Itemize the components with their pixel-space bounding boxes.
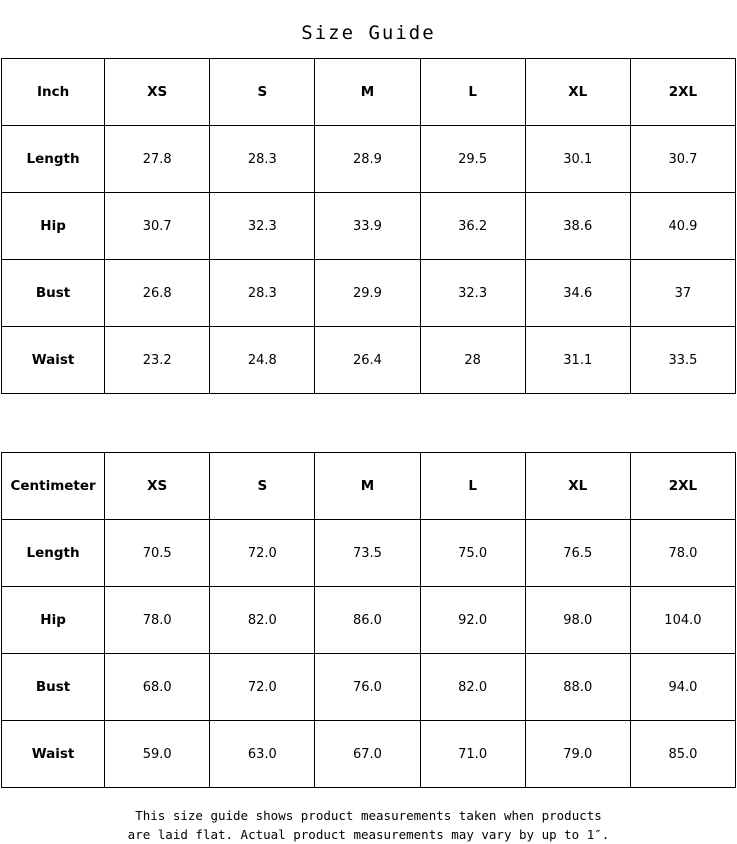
column-header-xl: XL: [525, 453, 630, 520]
table-row: [2, 126, 736, 193]
cell: 29.9: [315, 260, 420, 327]
column-header-m: M: [315, 453, 420, 520]
column-header-m: M: [315, 59, 420, 126]
row-label-hip: Hip: [2, 587, 105, 654]
cell: 38.6: [525, 193, 630, 260]
column-header-2xl: 2XL: [630, 453, 735, 520]
cell: 72.0: [210, 654, 315, 721]
table-row: [2, 721, 736, 788]
row-label-waist: Waist: [2, 327, 105, 394]
row-label-bust: Bust: [2, 260, 105, 327]
unit-label: Centimeter: [2, 453, 105, 520]
row-label-waist: Waist: [2, 721, 105, 788]
cell: 28: [420, 327, 525, 394]
footnote-line-2: are laid flat. Actual product measurements may vary by up to 1″.: [127, 827, 610, 842]
cell: 30.1: [525, 126, 630, 193]
cell: 72.0: [210, 520, 315, 587]
cell: 32.3: [420, 260, 525, 327]
page-title: Size Guide: [301, 22, 436, 44]
column-header-xl: XL: [525, 59, 630, 126]
row-label-bust: Bust: [2, 654, 105, 721]
column-header-xs: XS: [105, 59, 210, 126]
cell: 82.0: [210, 587, 315, 654]
cell: 36.2: [420, 193, 525, 260]
cell: 27.8: [105, 126, 210, 193]
cell: 34.6: [525, 260, 630, 327]
cell: 78.0: [630, 520, 735, 587]
centimeter-size-table: [1, 452, 736, 788]
cell: 28.3: [210, 260, 315, 327]
table-spacer: [1, 394, 736, 452]
cell: 37: [630, 260, 735, 327]
cell: 79.0: [525, 721, 630, 788]
row-label-length: Length: [2, 126, 105, 193]
cell: 94.0: [630, 654, 735, 721]
cell: 59.0: [105, 721, 210, 788]
cell: 70.5: [105, 520, 210, 587]
table-row: [2, 260, 736, 327]
cell: 33.9: [315, 193, 420, 260]
column-header-s: S: [210, 59, 315, 126]
cell: 63.0: [210, 721, 315, 788]
cell: 28.9: [315, 126, 420, 193]
unit-label: Inch: [2, 59, 105, 126]
cell: 71.0: [420, 721, 525, 788]
cell: 23.2: [105, 327, 210, 394]
cell: 85.0: [630, 721, 735, 788]
column-header-2xl: 2XL: [630, 59, 735, 126]
table-row: [2, 327, 736, 394]
cell: 32.3: [210, 193, 315, 260]
table-row: [2, 520, 736, 587]
cell: 78.0: [105, 587, 210, 654]
table-header-row: [2, 59, 736, 126]
table-row: [2, 193, 736, 260]
cell: 88.0: [525, 654, 630, 721]
column-header-l: L: [420, 453, 525, 520]
cell: 24.8: [210, 327, 315, 394]
cell: 33.5: [630, 327, 735, 394]
cell: 29.5: [420, 126, 525, 193]
cell: 40.9: [630, 193, 735, 260]
footnote: [0, 806, 737, 844]
column-header-s: S: [210, 453, 315, 520]
cell: 26.4: [315, 327, 420, 394]
table-row: [2, 654, 736, 721]
row-label-length: Length: [2, 520, 105, 587]
table-header-row: [2, 453, 736, 520]
cell: 82.0: [420, 654, 525, 721]
footnote-line-1: This size guide shows product measurements taken when products: [135, 808, 602, 823]
cell: 68.0: [105, 654, 210, 721]
cell: 73.5: [315, 520, 420, 587]
cell: 104.0: [630, 587, 735, 654]
cell: 31.1: [525, 327, 630, 394]
cell: 86.0: [315, 587, 420, 654]
cell: 28.3: [210, 126, 315, 193]
cell: 98.0: [525, 587, 630, 654]
column-header-xs: XS: [105, 453, 210, 520]
inch-size-table: [1, 58, 736, 394]
cell: 92.0: [420, 587, 525, 654]
cell: 67.0: [315, 721, 420, 788]
cell: 26.8: [105, 260, 210, 327]
cell: 76.0: [315, 654, 420, 721]
cell: 76.5: [525, 520, 630, 587]
row-label-hip: Hip: [2, 193, 105, 260]
cell: 30.7: [630, 126, 735, 193]
cell: 30.7: [105, 193, 210, 260]
table-row: [2, 587, 736, 654]
cell: 75.0: [420, 520, 525, 587]
column-header-l: L: [420, 59, 525, 126]
